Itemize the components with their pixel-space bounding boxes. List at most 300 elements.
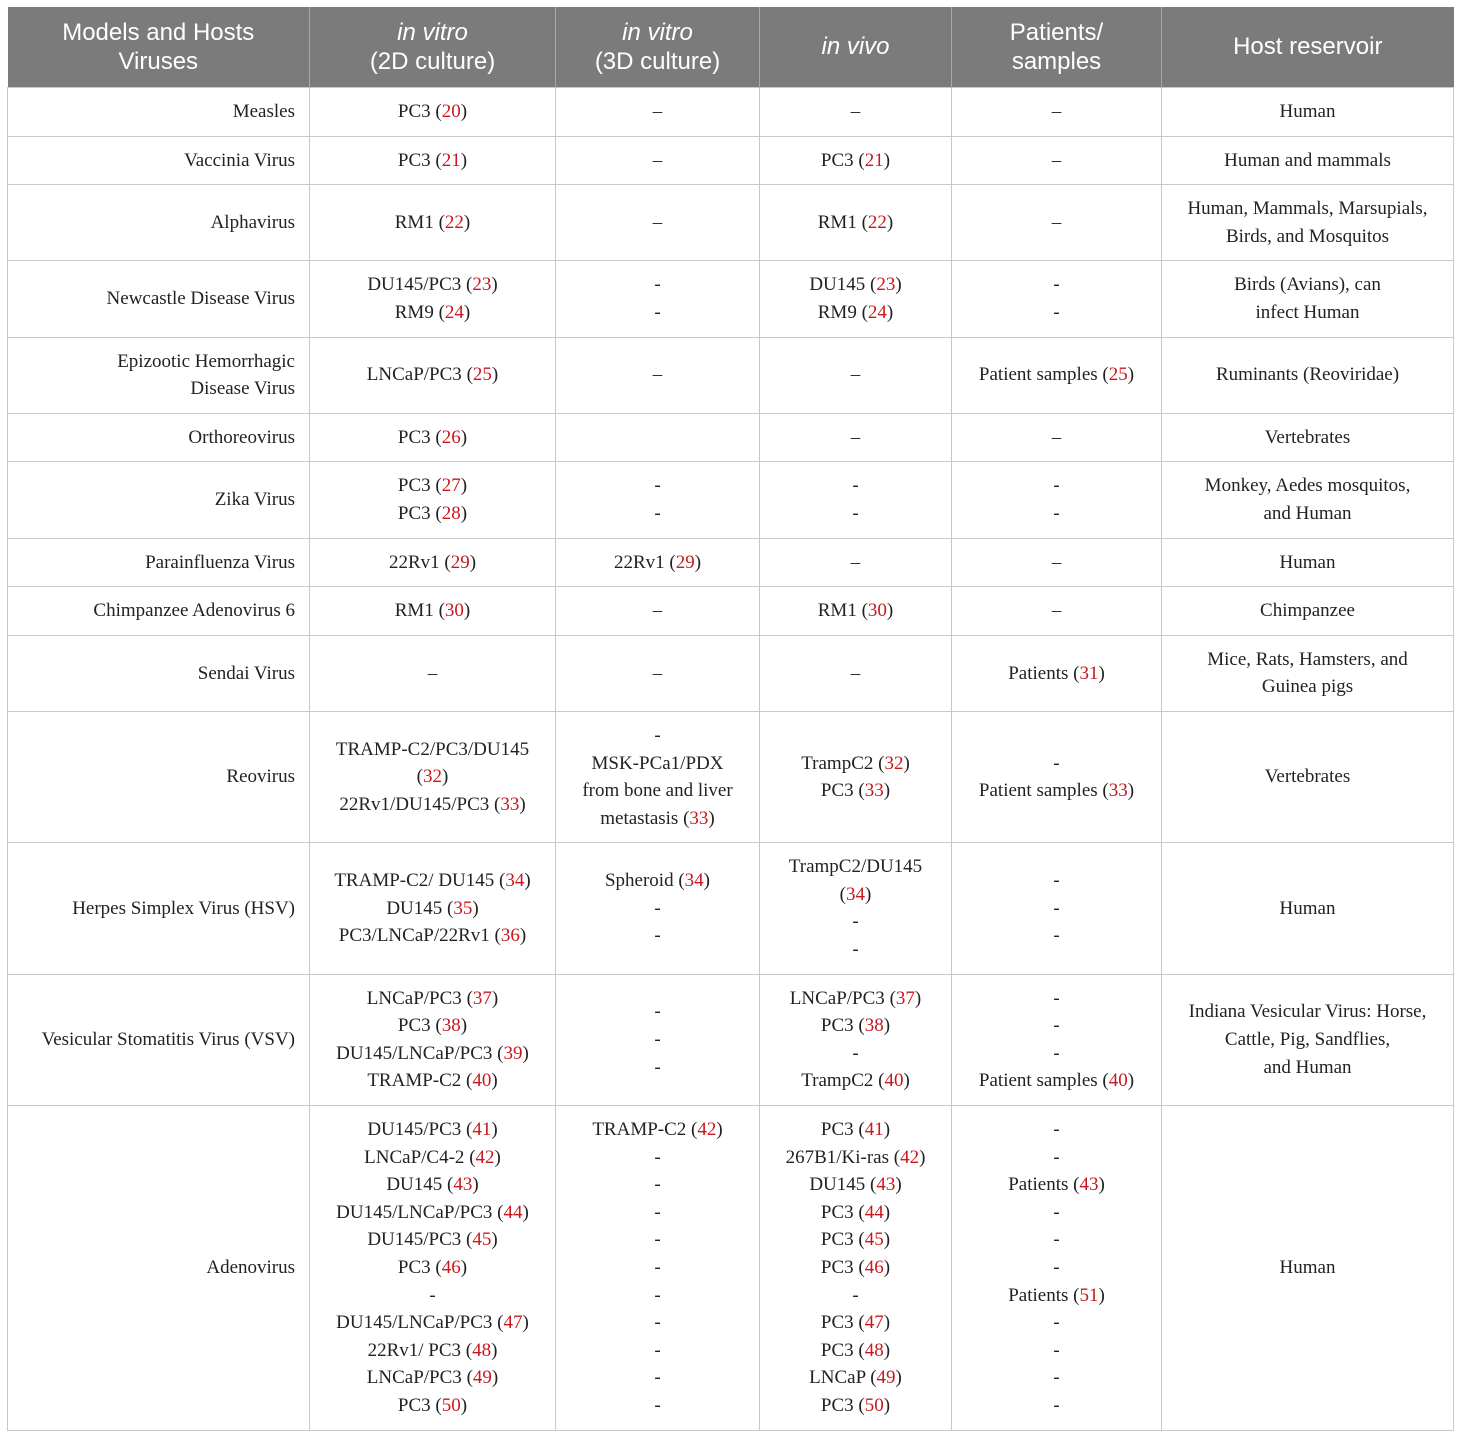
- cell-entry: [562, 1144, 753, 1172]
- cell-entry: [958, 1254, 1155, 1282]
- cell-entry: [562, 1054, 753, 1082]
- reference-link[interactable]: 40: [884, 1070, 904, 1092]
- patients-cell: [952, 635, 1162, 711]
- cell-entry: [958, 1040, 1155, 1068]
- reference-link[interactable]: 41: [472, 1119, 492, 1141]
- table-row: [8, 413, 1454, 462]
- in-vivo-cell: [760, 635, 952, 711]
- entry-text: PC3: [820, 1119, 854, 1141]
- reference-link[interactable]: 42: [900, 1146, 920, 1168]
- reference-link[interactable]: 23: [472, 274, 492, 296]
- virus-name-cell: [8, 462, 310, 538]
- entry-text: Patients: [1008, 1174, 1069, 1196]
- reference-link[interactable]: 46: [864, 1257, 884, 1278]
- cell-entry: PC3 (20): [397, 101, 468, 122]
- entry-text: -: [1053, 925, 1060, 947]
- cell-line: Human, Mammals, Marsupials,: [1187, 198, 1428, 220]
- cell-entry: [562, 98, 753, 126]
- reference-link[interactable]: 33: [864, 780, 884, 802]
- cell-entry: [562, 1282, 753, 1310]
- entry-text: -: [654, 1312, 661, 1334]
- entry-text: TRAMP-C2/PC3/DU145: [335, 738, 530, 760]
- cell-entry: [958, 299, 1155, 327]
- cell-entry: PC3 (41): [820, 1119, 891, 1141]
- reference-link[interactable]: 49: [472, 1367, 492, 1389]
- cell-entry: Patients (43): [1008, 1174, 1105, 1196]
- cell-entry: [562, 895, 753, 923]
- cell-line: Ruminants (Reoviridae): [1215, 364, 1400, 386]
- entry-text: DU145: [809, 274, 866, 296]
- entry-text: DU145: [809, 1174, 866, 1196]
- reference-link[interactable]: 48: [472, 1339, 492, 1361]
- in-vitro-3d-cell: [556, 462, 760, 538]
- cell-line: and Human: [1263, 1056, 1352, 1078]
- patients-cell: [952, 538, 1162, 587]
- entry-text: -: [654, 301, 661, 323]
- reference-link[interactable]: 49: [876, 1367, 896, 1389]
- entry-text: DU145/PC3: [367, 274, 462, 296]
- virus-name-cell: [8, 413, 310, 462]
- cell-entry: [316, 660, 549, 688]
- entry-text: -: [654, 475, 661, 497]
- cell-entry: LNCaP/PC3 (25): [366, 364, 499, 386]
- reference-link[interactable]: 33: [500, 793, 520, 815]
- cell-entry: PC3 (50): [820, 1394, 891, 1416]
- cell-line: Human: [1279, 101, 1336, 122]
- entry-text: PC3: [397, 101, 431, 122]
- cell-entry: [562, 361, 753, 389]
- virus-name-cell: [8, 974, 310, 1105]
- cell-line: Birds, and Mosquitos: [1225, 225, 1390, 247]
- cell-entry: [766, 549, 945, 577]
- cell-entry: [958, 98, 1155, 126]
- cell-entry: 22Rv1/ PC3 (48): [367, 1339, 498, 1361]
- entry-text: 267B1/Ki-ras: [785, 1146, 890, 1168]
- in-vivo-cell: [760, 843, 952, 974]
- cell-line: Sendai Virus: [197, 662, 295, 684]
- reference-link[interactable]: 34: [505, 870, 525, 892]
- reference-link[interactable]: 28: [441, 502, 461, 524]
- reference-link[interactable]: 22: [867, 211, 887, 233]
- in-vivo-cell: [760, 974, 952, 1105]
- reference-link[interactable]: 50: [864, 1394, 884, 1416]
- reference-link[interactable]: 22: [444, 211, 464, 233]
- cell-entry: [958, 1116, 1155, 1144]
- cell-entry: PC3 (46): [820, 1257, 891, 1278]
- entry-text: -: [1053, 987, 1060, 1009]
- reference-link[interactable]: 51: [1079, 1284, 1099, 1306]
- cell-line: Cattle, Pig, Sandflies,: [1224, 1029, 1391, 1051]
- reference-link[interactable]: 33: [1108, 780, 1128, 802]
- in-vivo-cell: [760, 413, 952, 462]
- entry-text: -: [654, 1284, 661, 1306]
- entry-text: Patient samples: [978, 1070, 1098, 1092]
- entry-text: -: [654, 1029, 661, 1051]
- reference-link[interactable]: 32: [423, 766, 442, 788]
- in-vitro-3d-cell: [556, 185, 760, 261]
- header-row: [8, 7, 1454, 88]
- reference-link[interactable]: 42: [475, 1146, 495, 1168]
- header-line: Host reservoir: [1233, 33, 1383, 60]
- in-vivo-cell: [760, 462, 952, 538]
- cell-entry: [958, 750, 1155, 778]
- header-line: Models and Hosts: [62, 18, 255, 46]
- patients-cell: [952, 261, 1162, 337]
- entry-text: -: [654, 1056, 661, 1078]
- in-vitro-2d-cell: [310, 587, 556, 636]
- reference-link[interactable]: 48: [864, 1339, 884, 1361]
- cell-line: Vaccinia Virus: [184, 149, 295, 171]
- cell-entry: Patients (31): [1008, 662, 1105, 684]
- entry-text: PC3: [397, 1257, 431, 1278]
- cell-entry: [958, 1392, 1155, 1420]
- cell-entry: [562, 1364, 753, 1392]
- cell-line: Human: [1279, 551, 1336, 573]
- header-line: Viruses: [118, 47, 199, 75]
- entry-text: PC3: [397, 475, 431, 497]
- table-row: [8, 462, 1454, 538]
- table-row: [8, 136, 1454, 185]
- entry-text: –: [652, 662, 663, 684]
- entry-text: PC3: [820, 149, 854, 171]
- header-patients-samples: [952, 7, 1162, 88]
- cell-entry: [958, 500, 1155, 528]
- patients-cell: [952, 136, 1162, 185]
- reference-link[interactable]: 44: [864, 1201, 884, 1223]
- reference-link[interactable]: 30: [867, 600, 887, 622]
- reference-link[interactable]: 40: [472, 1070, 492, 1092]
- entry-text: -: [654, 1257, 661, 1278]
- cell-entry: Patients (51): [1008, 1284, 1105, 1306]
- in-vivo-cell: [760, 337, 952, 413]
- cell-entry: [958, 1364, 1155, 1392]
- cell-line: Human and mammals: [1224, 149, 1391, 171]
- cell-line: Vesicular Stomatitis Virus (VSV): [41, 1029, 295, 1051]
- table-row: [8, 538, 1454, 587]
- virus-name-cell: [8, 185, 310, 261]
- patients-cell: [952, 337, 1162, 413]
- cell-entry: LNCaP/PC3 (37): [366, 987, 499, 1009]
- entry-text: Patient samples: [978, 780, 1098, 802]
- cell-entry: LNCaP/PC3 (49): [366, 1367, 499, 1389]
- cell-entry: 267B1/Ki-ras (42): [785, 1146, 926, 1168]
- entry-text: RM1: [817, 211, 857, 233]
- cell-entry: [958, 1309, 1155, 1337]
- reference-link[interactable]: 50: [441, 1394, 461, 1416]
- reference-link[interactable]: 42: [697, 1119, 717, 1141]
- cell-entry: [766, 660, 945, 688]
- entry-text: -: [1053, 1146, 1060, 1168]
- entry-text: –: [427, 662, 438, 684]
- reference-link[interactable]: 25: [472, 364, 492, 386]
- reference-link[interactable]: 37: [895, 987, 915, 1009]
- cell-entry: LNCaP/PC3 (37): [789, 987, 922, 1009]
- cell-entry: [562, 922, 753, 950]
- header-line: in vivo: [821, 33, 890, 60]
- cell-entry: PC3 (45): [820, 1229, 891, 1251]
- virus-models-table: [7, 7, 1454, 1431]
- cell-entry: PC3 (47): [820, 1312, 891, 1334]
- cell-entry: RM9 (24): [394, 301, 471, 323]
- host-reservoir-cell: [1162, 185, 1454, 261]
- virus-name-cell: [8, 711, 310, 842]
- cell-entry: [766, 98, 945, 126]
- entry-text: –: [1051, 149, 1062, 171]
- cell-entry: [958, 1226, 1155, 1254]
- entry-text: PC3: [820, 1339, 854, 1361]
- entry-text: –: [1051, 600, 1062, 622]
- cell-entry: Patient samples (33): [978, 780, 1135, 802]
- reference-link[interactable]: 21: [441, 149, 461, 171]
- entry-text: -: [852, 1042, 859, 1064]
- cell-entry: DU145 (43): [809, 1174, 902, 1196]
- header-line: samples: [1011, 47, 1102, 75]
- table-row: [8, 635, 1454, 711]
- entry-text: PC3: [397, 426, 431, 448]
- in-vitro-2d-cell: [310, 1106, 556, 1431]
- host-reservoir-cell: [1162, 88, 1454, 137]
- reference-link[interactable]: 25: [1108, 364, 1128, 386]
- in-vitro-2d-cell: [310, 711, 556, 842]
- cell-entry: PC3 (33): [820, 780, 891, 802]
- cell-line: Newcastle Disease Virus: [106, 288, 295, 310]
- entry-text: -: [1053, 301, 1060, 323]
- reference-link[interactable]: 32: [884, 752, 904, 774]
- entry-text: LNCaP/PC3: [366, 1367, 462, 1389]
- cell-entry: Patient samples (40): [978, 1070, 1135, 1092]
- cell-entry: [958, 867, 1155, 895]
- entry-text: -: [1053, 870, 1060, 892]
- reference-link[interactable]: 43: [1079, 1174, 1099, 1196]
- entry-text: PC3: [820, 1201, 854, 1223]
- entry-text: PC3: [820, 1312, 854, 1334]
- table-row: [8, 843, 1454, 974]
- cell-entry: PC3 (44): [820, 1201, 891, 1223]
- header-line: Patients/: [1009, 18, 1104, 46]
- reference-link[interactable]: 29: [675, 551, 695, 573]
- reference-link[interactable]: 36: [500, 925, 520, 947]
- entry-text: 22Rv1/ PC3: [367, 1339, 462, 1361]
- cell-entry: metastasis (33): [600, 807, 715, 829]
- cell-entry: 22Rv1 (29): [388, 551, 477, 573]
- cell-entry: [562, 1337, 753, 1365]
- cell-entry: DU145/PC3 (41): [367, 1119, 498, 1141]
- header-line: (2D culture): [369, 47, 496, 75]
- reference-link[interactable]: 34: [684, 870, 704, 892]
- entry-text: LNCaP/PC3: [366, 364, 462, 386]
- reference-link[interactable]: 35: [453, 897, 473, 919]
- header-in-vivo: [760, 7, 952, 88]
- reference-link[interactable]: 29: [450, 551, 470, 573]
- cell-entry: [562, 472, 753, 500]
- entry-text: -: [1053, 1312, 1060, 1334]
- cell-entry: [766, 853, 945, 881]
- cell-line: Vertebrates: [1264, 426, 1351, 448]
- entry-text: PC3: [397, 502, 431, 524]
- entry-text: PC3: [397, 1394, 431, 1416]
- entry-text: -: [1053, 1229, 1060, 1251]
- cell-entry: [562, 722, 753, 750]
- cell-entry: RM1 (30): [817, 600, 894, 622]
- in-vitro-3d-cell: [556, 88, 760, 137]
- reference-link[interactable]: 24: [444, 301, 464, 323]
- cell-line: Birds (Avians), can: [1234, 274, 1381, 296]
- entry-text: PC3: [820, 1257, 854, 1278]
- cell-entry: PC3 (38): [820, 1015, 891, 1037]
- cell-entry: [562, 271, 753, 299]
- in-vitro-3d-cell: [556, 136, 760, 185]
- entry-text: PC3/LNCaP/22Rv1: [338, 925, 490, 947]
- cell-entry: [766, 361, 945, 389]
- patients-cell: [952, 1106, 1162, 1431]
- entry-text: –: [652, 600, 663, 622]
- cell-entry: [766, 500, 945, 528]
- entry-text: –: [1051, 551, 1062, 573]
- reference-link[interactable]: 43: [876, 1174, 896, 1196]
- cell-entry: (34): [839, 883, 872, 905]
- reference-link[interactable]: 47: [864, 1312, 884, 1334]
- cell-entry: 22Rv1/DU145/PC3 (33): [339, 793, 526, 815]
- reference-link[interactable]: 37: [472, 987, 492, 1009]
- entry-text: –: [850, 364, 861, 386]
- cell-entry: RM9 (24): [817, 301, 894, 323]
- entry-text: TRAMP-C2: [592, 1119, 687, 1141]
- entry-text: Spheroid: [604, 870, 674, 892]
- virus-name-cell: [8, 1106, 310, 1431]
- in-vitro-3d-cell: [556, 538, 760, 587]
- reference-link[interactable]: 39: [503, 1042, 523, 1064]
- in-vitro-2d-cell: [310, 974, 556, 1105]
- cell-entry: PC3 (50): [397, 1394, 468, 1416]
- cell-entry: [958, 271, 1155, 299]
- reference-link[interactable]: 27: [441, 475, 461, 497]
- in-vitro-3d-cell: [556, 337, 760, 413]
- cell-entry: PC3 (27): [397, 475, 468, 497]
- reference-link[interactable]: 33: [689, 807, 709, 829]
- entry-text: PC3: [820, 1394, 854, 1416]
- entry-text: –: [850, 426, 861, 448]
- entry-text: -: [654, 502, 661, 524]
- header-line: (3D culture): [594, 47, 721, 75]
- cell-line: Indiana Vesicular Virus: Horse,: [1188, 1001, 1427, 1023]
- in-vitro-2d-cell: [310, 538, 556, 587]
- entry-text: -: [654, 274, 661, 296]
- in-vitro-2d-cell: [310, 843, 556, 974]
- cell-line: Alphavirus: [210, 211, 295, 233]
- cell-line: Parainfluenza Virus: [145, 551, 295, 573]
- reference-link[interactable]: 41: [864, 1119, 884, 1141]
- cell-line: Chimpanzee Adenovirus 6: [93, 600, 295, 622]
- reference-link[interactable]: 44: [503, 1201, 523, 1223]
- in-vitro-3d-cell: [556, 635, 760, 711]
- cell-line: Disease Virus: [190, 378, 295, 400]
- cell-entry: PC3 (46): [397, 1257, 468, 1278]
- patients-cell: [952, 413, 1162, 462]
- cell-entry: DU145/PC3 (45): [367, 1229, 498, 1251]
- entry-text: -: [1053, 1257, 1060, 1278]
- entry-text: -: [654, 1174, 661, 1196]
- in-vivo-cell: [760, 1106, 952, 1431]
- entry-text: TrampC2/DU145: [788, 856, 923, 878]
- entry-text: -: [1053, 1367, 1060, 1389]
- in-vitro-3d-cell: [556, 711, 760, 842]
- entry-text: -: [654, 724, 661, 746]
- reference-link[interactable]: 23: [876, 274, 896, 296]
- entry-text: DU145: [386, 1174, 443, 1196]
- reference-link[interactable]: 31: [1079, 662, 1099, 684]
- host-reservoir-cell: [1162, 711, 1454, 842]
- patients-cell: [952, 974, 1162, 1105]
- reference-link[interactable]: 45: [472, 1229, 492, 1251]
- cell-entry: [958, 922, 1155, 950]
- reference-link[interactable]: 38: [441, 1015, 461, 1037]
- entry-text: MSK-PCa1/PDX: [591, 752, 724, 774]
- cell-entry: [766, 936, 945, 964]
- reference-link[interactable]: 46: [441, 1257, 461, 1278]
- virus-name-cell: [8, 843, 310, 974]
- in-vivo-cell: [760, 185, 952, 261]
- cell-entry: [562, 1392, 753, 1420]
- reference-link[interactable]: 20: [441, 101, 461, 122]
- cell-line: Human: [1279, 1257, 1336, 1278]
- in-vivo-cell: [760, 587, 952, 636]
- host-reservoir-cell: [1162, 843, 1454, 974]
- reference-link[interactable]: 47: [503, 1312, 523, 1334]
- patients-cell: [952, 88, 1162, 137]
- cell-entry: DU145/LNCaP/PC3 (39): [336, 1042, 529, 1064]
- cell-line: Zika Virus: [214, 489, 295, 511]
- in-vivo-cell: [760, 261, 952, 337]
- reference-link[interactable]: 40: [1108, 1070, 1128, 1092]
- cell-entry: DU145 (23): [809, 274, 902, 296]
- in-vivo-cell: [760, 711, 952, 842]
- cell-entry: [562, 597, 753, 625]
- entry-text: –: [1051, 426, 1062, 448]
- reference-link[interactable]: 45: [864, 1229, 884, 1251]
- cell-line: Chimpanzee: [1260, 600, 1355, 622]
- cell-entry: TrampC2 (32): [801, 752, 910, 774]
- table-row: [8, 587, 1454, 636]
- entry-text: TRAMP-C2: [367, 1070, 462, 1092]
- entry-text: RM1: [817, 600, 857, 622]
- in-vitro-3d-cell: [556, 1106, 760, 1431]
- virus-name-cell: [8, 587, 310, 636]
- in-vitro-3d-cell: [556, 843, 760, 974]
- reference-link[interactable]: 21: [864, 149, 884, 171]
- reference-link[interactable]: 34: [846, 883, 865, 905]
- reference-link[interactable]: 30: [444, 600, 464, 622]
- reference-link[interactable]: 38: [864, 1015, 884, 1037]
- entry-text: RM9: [394, 301, 434, 323]
- cell-entry: PC3 (21): [397, 149, 468, 171]
- cell-entry: (32): [416, 766, 449, 788]
- table-row: [8, 337, 1454, 413]
- reference-link[interactable]: 43: [453, 1174, 473, 1196]
- cell-entry: Patient samples (25): [978, 364, 1135, 386]
- reference-link[interactable]: 26: [441, 426, 461, 448]
- table-row: [8, 261, 1454, 337]
- virus-name-cell: [8, 136, 310, 185]
- patients-cell: [952, 185, 1162, 261]
- in-vitro-2d-cell: [310, 261, 556, 337]
- entry-text: LNCaP/PC3: [366, 987, 462, 1009]
- reference-link[interactable]: 24: [867, 301, 887, 323]
- cell-line: Human: [1279, 897, 1336, 919]
- cell-entry: [562, 750, 753, 778]
- entry-text: Patient samples: [978, 364, 1098, 386]
- cell-entry: LNCaP (49): [809, 1367, 902, 1389]
- cell-line: Mice, Rats, Hamsters, and: [1207, 648, 1408, 670]
